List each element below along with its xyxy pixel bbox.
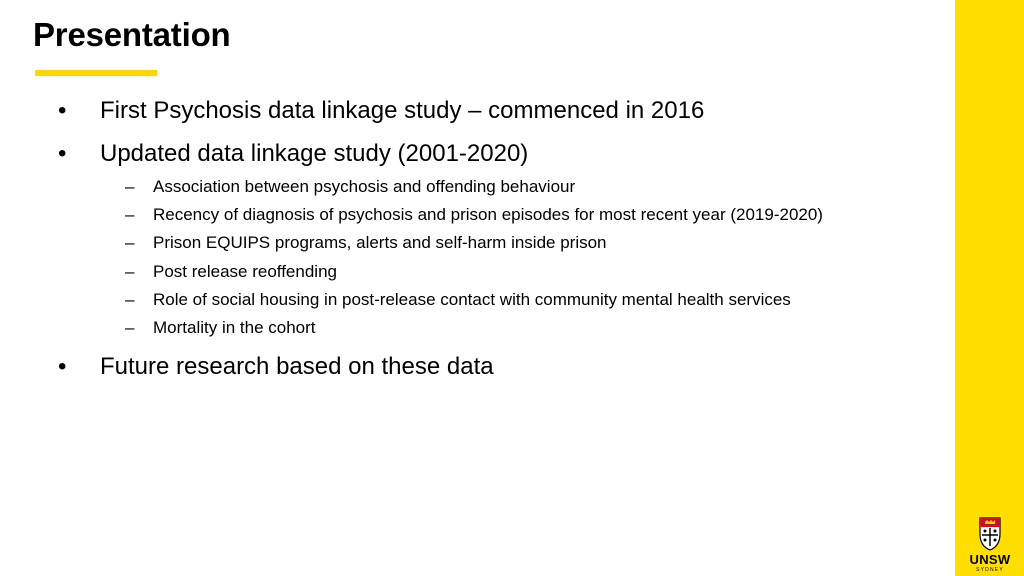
sub-bullet-text: Role of social housing in post-release contact with community mental health services — [153, 290, 791, 309]
logo-subtext: SYDNEY — [976, 567, 1004, 573]
bullet-text: Future research based on these data — [100, 353, 494, 380]
brand-sidebar — [955, 0, 1024, 576]
unsw-crest-icon — [961, 516, 1019, 552]
title-underline — [35, 70, 157, 76]
sub-bullet-marker: – — [125, 262, 135, 281]
sub-bullet-text: Post release reoffending — [153, 262, 337, 281]
sub-bullet-marker: – — [125, 318, 135, 337]
sub-bullet-marker: – — [125, 177, 135, 196]
sub-bullet-text: Association between psychosis and offending behaviour — [153, 177, 576, 196]
logo-wordmark: UNSW — [969, 552, 1011, 567]
sub-bullet-marker: – — [125, 290, 135, 309]
sub-bullet-marker: – — [125, 205, 135, 224]
slide-title: Presentation — [33, 16, 231, 53]
sub-bullet-marker: – — [125, 233, 135, 252]
sub-bullet-text: Prison EQUIPS programs, alerts and self-harm inside prison — [153, 233, 607, 252]
bullet-text: Updated data linkage study (2001-2020) — [100, 140, 529, 167]
bullet-marker: • — [58, 353, 67, 380]
unsw-logo — [961, 516, 1019, 574]
bullet-marker: • — [58, 97, 67, 124]
bullet-text: First Psychosis data linkage study – commenced in 2016 — [100, 97, 705, 124]
bullet-marker: • — [58, 140, 67, 167]
sub-bullet-text: Recency of diagnosis of psychosis and prison episodes for most recent year (2019-2020) — [153, 205, 823, 224]
sub-bullet-text: Mortality in the cohort — [153, 318, 316, 337]
